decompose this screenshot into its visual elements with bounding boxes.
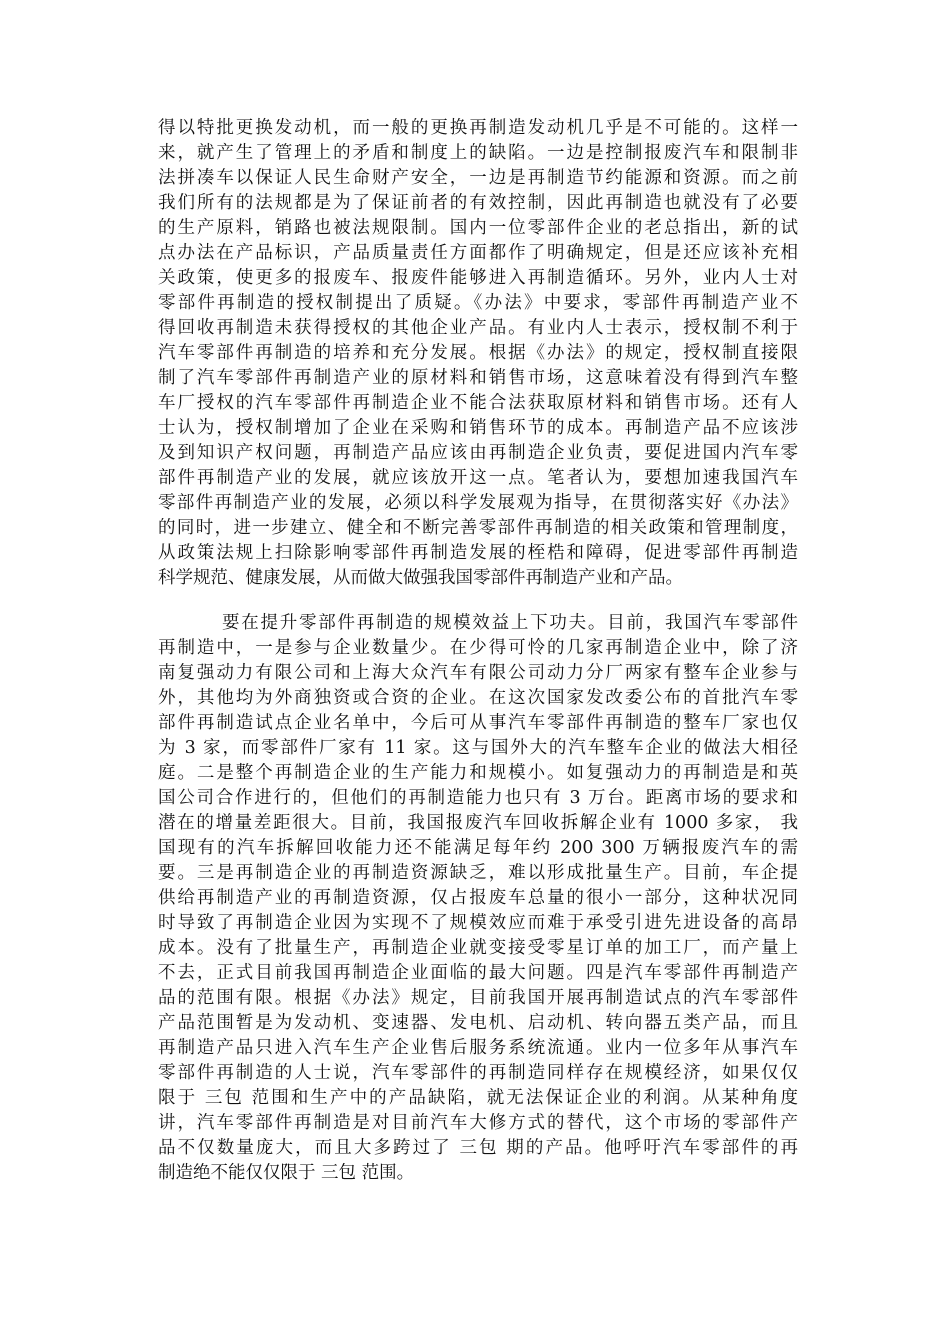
text-line: 我们所有的法规都是为了保证前者的有效控制，因此再制造也就没有了必要 — [158, 193, 798, 213]
text-line: 为 3 家，而零部件厂家有 11 家。这与国外大的汽车整车企业的做法大相径 — [158, 738, 798, 758]
text-line: 部件再制造产业的发展，就应该放开这一点。笔者认为，要想加速我国汽车 — [158, 468, 798, 488]
text-line: 要。三是再制造企业的再制造资源缺乏，难以形成批量生产。目前，车企提 — [158, 863, 798, 883]
text-line: 再制造产品只进入汽车生产企业售后服务系统流通。业内一位多年从事汽车 — [158, 1038, 798, 1058]
text-line: 得回收再制造未获得授权的其他企业产品。有业内人士表示，授权制不利于 — [158, 318, 798, 338]
text-line: 庭。二是整个再制造企业的生产能力和规模小。如复强动力的再制造是和英 — [158, 763, 798, 783]
text-line: 的生产原料，销路也被法规限制。国内一位零部件企业的老总指出，新的试 — [158, 218, 798, 238]
text-line: 士认为，授权制增加了企业在采购和销售环节的成本。再制造产品不应该涉 — [158, 418, 798, 438]
text-line: 成本。没有了批量生产，再制造企业就变接受零星订单的加工厂，而产量上 — [158, 938, 798, 958]
text-line: 品的范围有限。根据《办法》规定，目前我国开展再制造试点的汽车零部件 — [158, 988, 798, 1008]
text-line: 南复强动力有限公司和上海大众汽车有限公司动力分厂两家有整车企业参与 — [158, 663, 798, 683]
paragraph-1 — [158, 116, 798, 591]
text-line: 时导致了再制造企业因为实现不了规模效应而难于承受引进先进设备的高昂 — [158, 913, 798, 933]
text-line: 不去，正式目前我国再制造企业面临的最大问题。四是汽车零部件再制造产 — [158, 963, 798, 983]
text-line: 制了汽车零部件再制造产业的原材料和销售市场，这意味着没有得到汽车整 — [158, 368, 798, 388]
text-line: 科学规范、健康发展，从而做大做强我国零部件再制造产业和产品。 — [158, 568, 683, 588]
text-line: 产品范围暂是为发动机、变速器、发电机、启动机、转向器五类产品，而且 — [158, 1013, 798, 1033]
text-line: 再制造中，一是参与企业数量少。在少得可怜的几家再制造企业中，除了济 — [158, 638, 798, 658]
text-line: 要在提升零部件再制造的规模效益上下功夫。目前，我国汽车零部件 — [222, 613, 798, 633]
text-line: 汽车零部件再制造的培养和充分发展。根据《办法》的规定，授权制直接限 — [158, 343, 798, 363]
text-line: 车厂授权的汽车零部件再制造企业不能合法获取原材料和销售市场。还有人 — [158, 393, 798, 413]
paragraph-2 — [158, 611, 798, 1186]
text-line: 零部件再制造产业的发展，必须以科学发展观为指导，在贯彻落实好《办法》 — [158, 493, 798, 513]
text-line: 从政策法规上扫除影响零部件再制造发展的桎梏和障碍，促进零部件再制造 — [158, 543, 798, 563]
text-line: 零部件再制造的人士说，汽车零部件的再制造同样存在规模经济，如果仅仅 — [158, 1063, 798, 1083]
text-line: 关政策，使更多的报废车、报废件能够进入再制造循环。另外，业内人士对 — [158, 268, 798, 288]
text-line: 得以特批更换发动机，而一般的更换再制造发动机几乎是不可能的。这样一 — [158, 118, 798, 138]
text-line: 点办法在产品标识，产品质量责任方面都作了明确规定，但是还应该补充相 — [158, 243, 798, 263]
text-line: 讲，汽车零部件再制造是对目前汽车大修方式的替代，这个市场的零部件产 — [158, 1113, 798, 1133]
text-line: 限于 三包 范围和生产中的产品缺陷，就无法保证企业的利润。从某种角度 — [158, 1088, 798, 1108]
text-line: 外，其他均为外商独资或合资的企业。在这次国家发改委公布的首批汽车零 — [158, 688, 798, 708]
text-line: 零部件再制造的授权制提出了质疑。《办法》中要求，零部件再制造产业不 — [158, 293, 798, 313]
text-line: 法拼凑车以保证人民生命财产安全，一边是再制造节约能源和资源。而之前 — [158, 168, 798, 188]
text-line: 国现有的汽车拆解回收能力还不能满足每年约 200 300 万辆报废汽车的需 — [158, 838, 798, 858]
text-line: 制造绝不能仅仅限于 三包 范围。 — [158, 1163, 415, 1183]
text-line: 的同时，进一步建立、健全和不断完善零部件再制造的相关政策和管理制度， — [158, 518, 798, 538]
text-line: 部件再制造试点企业名单中，今后可从事汽车零部件再制造的整车厂家也仅 — [158, 713, 798, 733]
text-line: 来，就产生了管理上的矛盾和制度上的缺陷。一边是控制报废汽车和限制非 — [158, 143, 798, 163]
text-line: 潜在的增量差距很大。目前，我国报废汽车回收拆解企业有 1000 多家， 我 — [158, 813, 798, 833]
text-line: 及到知识产权问题，再制造产品应该由再制造企业负责，要促进国内汽车零 — [158, 443, 798, 463]
text-line: 国公司合作进行的，但他们的再制造能力也只有 3 万台。距离市场的要求和 — [158, 788, 798, 808]
text-line: 供给再制造产业的再制造资源，仅占报废车总量的很小一部分，这种状况同 — [158, 888, 798, 908]
text-line: 品不仅数量庞大，而且大多跨过了 三包 期的产品。他呼吁汽车零部件的再 — [158, 1138, 798, 1158]
